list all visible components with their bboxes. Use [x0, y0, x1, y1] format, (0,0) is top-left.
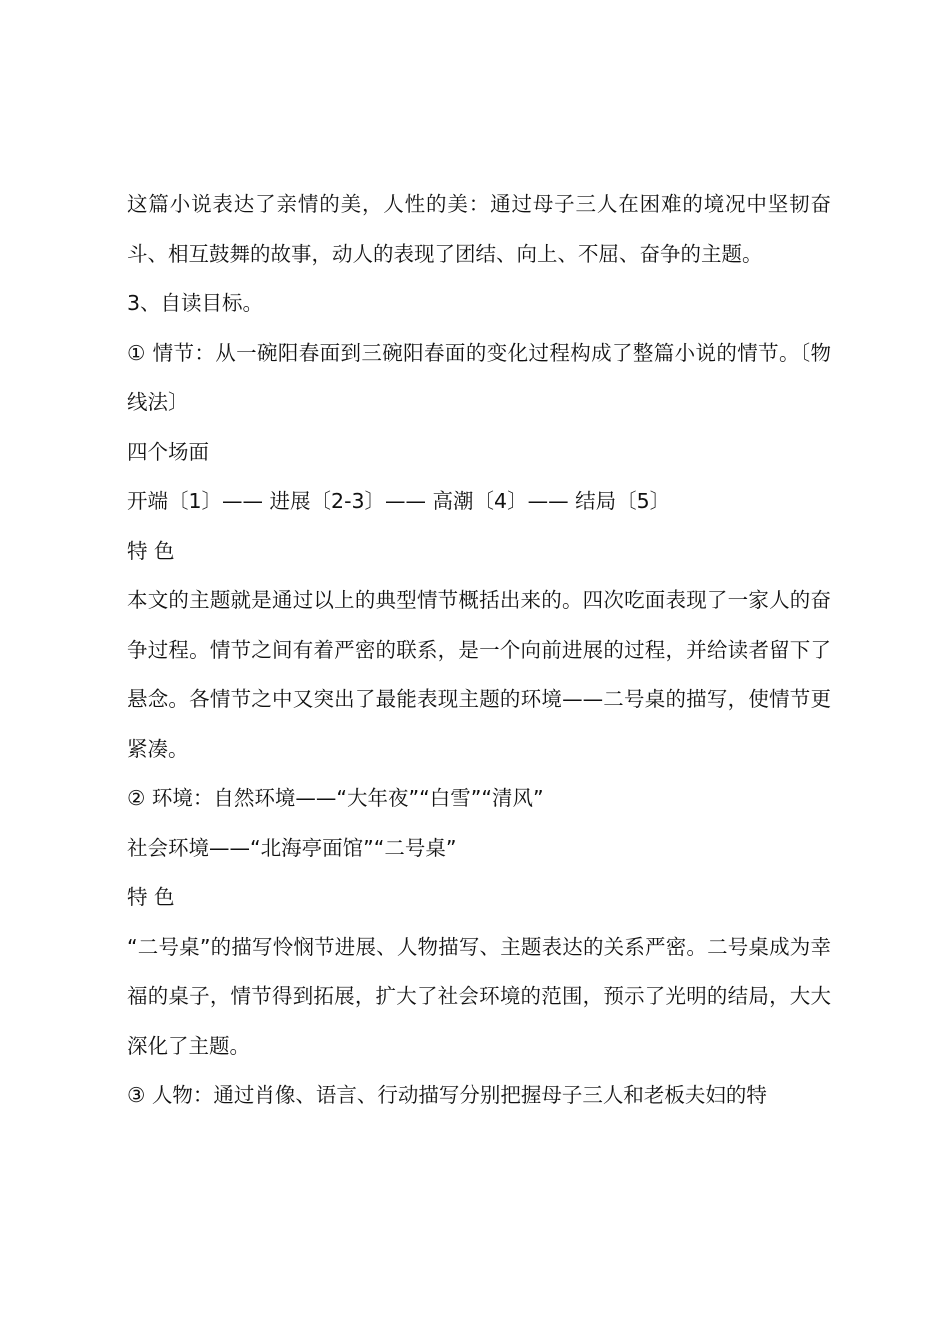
label-features-2: 特 色 — [127, 885, 175, 909]
paragraph-table-two-features: “二号桌”的描写怜悯节进展、人物描写、主题表达的关系严密。二号桌成为幸福的桌子，情节得到拓展，扩大了社会环境的范围，预示了光明的结局，大大深化了主题。 — [127, 934, 831, 1058]
document-body — [127, 180, 831, 1121]
paragraph-theme-summary: 这篇小说表达了亲情的美，人性的美：通过母子三人在困难的境况中坚韧奋斗、相互鼓舞的故事，动人的表现了团结、向上、不屈、奋争的主题。 — [127, 192, 831, 266]
paragraph-plot-features: 本文的主题就是通过以上的典型情节概括出来的。四次吃面表现了一家人的奋争过程。情节之间有着严密的联系，是一个向前进展的过程，并给读者留下了悬念。各情节之中又突出了最能表现主题的环境——二号桌的描写，使情节更紧凑。 — [127, 588, 831, 761]
paragraph-social-environment: 社会环境——“北海亭面馆”“二号桌” — [127, 835, 457, 860]
paragraph-characters: ③ 人物：通过肖像、语言、行动描写分别把握母子三人和老板夫妇的特 — [127, 1083, 767, 1107]
section-heading-reading-goals: 3、自读目标。 — [127, 291, 264, 315]
label-features-1: 特 色 — [127, 538, 175, 563]
label-four-scenes: 四个场面 — [127, 439, 209, 464]
paragraph-plot: ① 情节：从一碗阳春面到三碗阳春面的变化过程构成了整篇小说的情节。〔物线法〕 — [127, 340, 831, 414]
plot-structure-line: 开端〔1〕—— 进展〔2-3〕—— 高潮〔4〕—— 结局〔5〕 — [127, 489, 671, 513]
paragraph-natural-environment: ② 环境：自然环境——“大年夜”“白雪”“清风” — [127, 786, 544, 810]
